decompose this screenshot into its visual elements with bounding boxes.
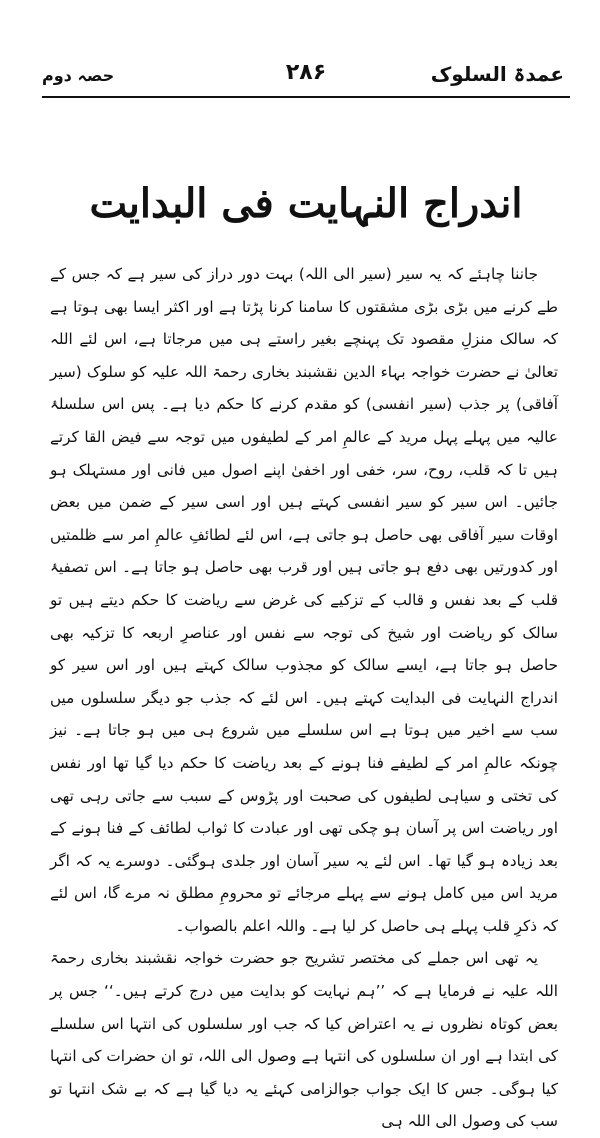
book-title: عمدۃ السلوک [430, 62, 564, 86]
body-text [50, 258, 558, 1138]
header-divider [42, 96, 570, 98]
page-number: ۲۸۶ [285, 60, 327, 85]
paragraph: یہ تھی اس جملے کی مختصر تشریح جو حضرت خواجہ نقشبند بخاری رحمۃ اللہ علیہ نے فرمایا ہے کہ ’’ہم نہایت کو بدایت میں درج کرتے ہیں۔‘‘ جس پر بعض کوتاہ نظروں نے یہ اعتراض کیا کہ جب اور سلسلوں کی انتہا اس سلسلے کی ابتدا ہے اور ان سلسلوں کی انتہا ہے وصول الی اللہ، تو ان حضرات کی انتہا کیا ہوگی۔ جس کا ایک جواب جوالزامی کہئے یہ دیا گیا ہے کہ بے شک انتہا تو سب کی وصول الی اللہ ہی [50, 949, 558, 1131]
chapter-title: اندراج النہایت فی البدایت [89, 180, 523, 227]
paragraph: جاننا چاہئے کہ یہ سیر (سیر الی اللہ) بہت دور دراز کی سیر ہے کہ جس کے طے کرنے میں بڑی بڑی مشقتوں کا سامنا کرنا پڑتا ہے اور اکثر ایسا بھی ہوتا ہے کہ سالک منزلِ مقصود تک پہنچے بغیر راستے ہی میں مرجاتا ہے، اس لئے اللہ تعالیٰ نے حضرت خواجہ بہاء الدین نقشبند بخاری رحمۃ اللہ علیہ کو سلوک (سیر آفاقی) پر جذب (سیر انفسی) کو مقدم کرنے کا حکم دیا ہے۔ پس اس سلسلۂ عالیہ میں پہلے پہل مرید کے عالمِ امر کے لطیفوں میں توجہ سے فیض القا کرتے ہیں تا کہ قلب، روح، سر، خفی اور اخفیٰ اپنے اصول میں فانی اور مستہلک ہو جائیں۔ اس سیر کو سیر انفسی کہتے ہیں اور اسی سیر کے ضمن میں بعض اوقات سیر آفاقی بھی حاصل ہو جاتی ہے، اس لئے لطائفِ عالمِ امر سے ظلمتیں اور کدورتیں بھی دفع ہو جاتی ہیں اور قرب بھی حاصل ہو جاتا ہے۔ اس تصفیۂ قلب کے بعد نفس و قالب کے تزکیے کی غرض سے ریاضت کا حکم دیتے ہیں تو سالک کو ریاضت اور شیخ کی توجہ سے نفس اور عناصرِ اربعہ کا تزکیہ بھی حاصل ہو جاتا ہے، ایسے سالک کو مجذوب سالک کہتے ہیں اور اس سیر کو اندراج النہایت فی البدایت کہتے ہیں۔ اس لئے کہ جذب جو دیگر سلسلوں میں سب سے اخیر میں ہوتا ہے اس سلسلے میں شروع ہی میں ہو جاتا ہے۔ نیز چونکہ عالمِ امر کے لطیفے فنا ہونے کے بعد ریاضت کا حکم دیا گیا تھا اور نفس کی تختی و سیاہی لطیفوں کی صحبت اور پڑوس کے سبب سے جاتی رہی تھی اور ریاضت اس پر آسان ہو چکی تھی اور عبادت کا ثواب لطائف کے فنا ہونے کے بعد زیادہ ہو گیا تھا۔ اس لئے یہ سیر آسان اور جلدی ہوگئی۔ دوسرے یہ کہ اگر مرید اس میں کامل ہونے سے پہلے مرجائے تو محرومِ مطلق نہ مرے گا، اس لئے کہ ذکرِ قلب پہلے ہی حاصل کر لیا ہے۔ واللہ اعلم بالصواب۔ [50, 265, 558, 935]
section-label: حصہ دوم [42, 66, 115, 85]
page-header [42, 52, 570, 92]
